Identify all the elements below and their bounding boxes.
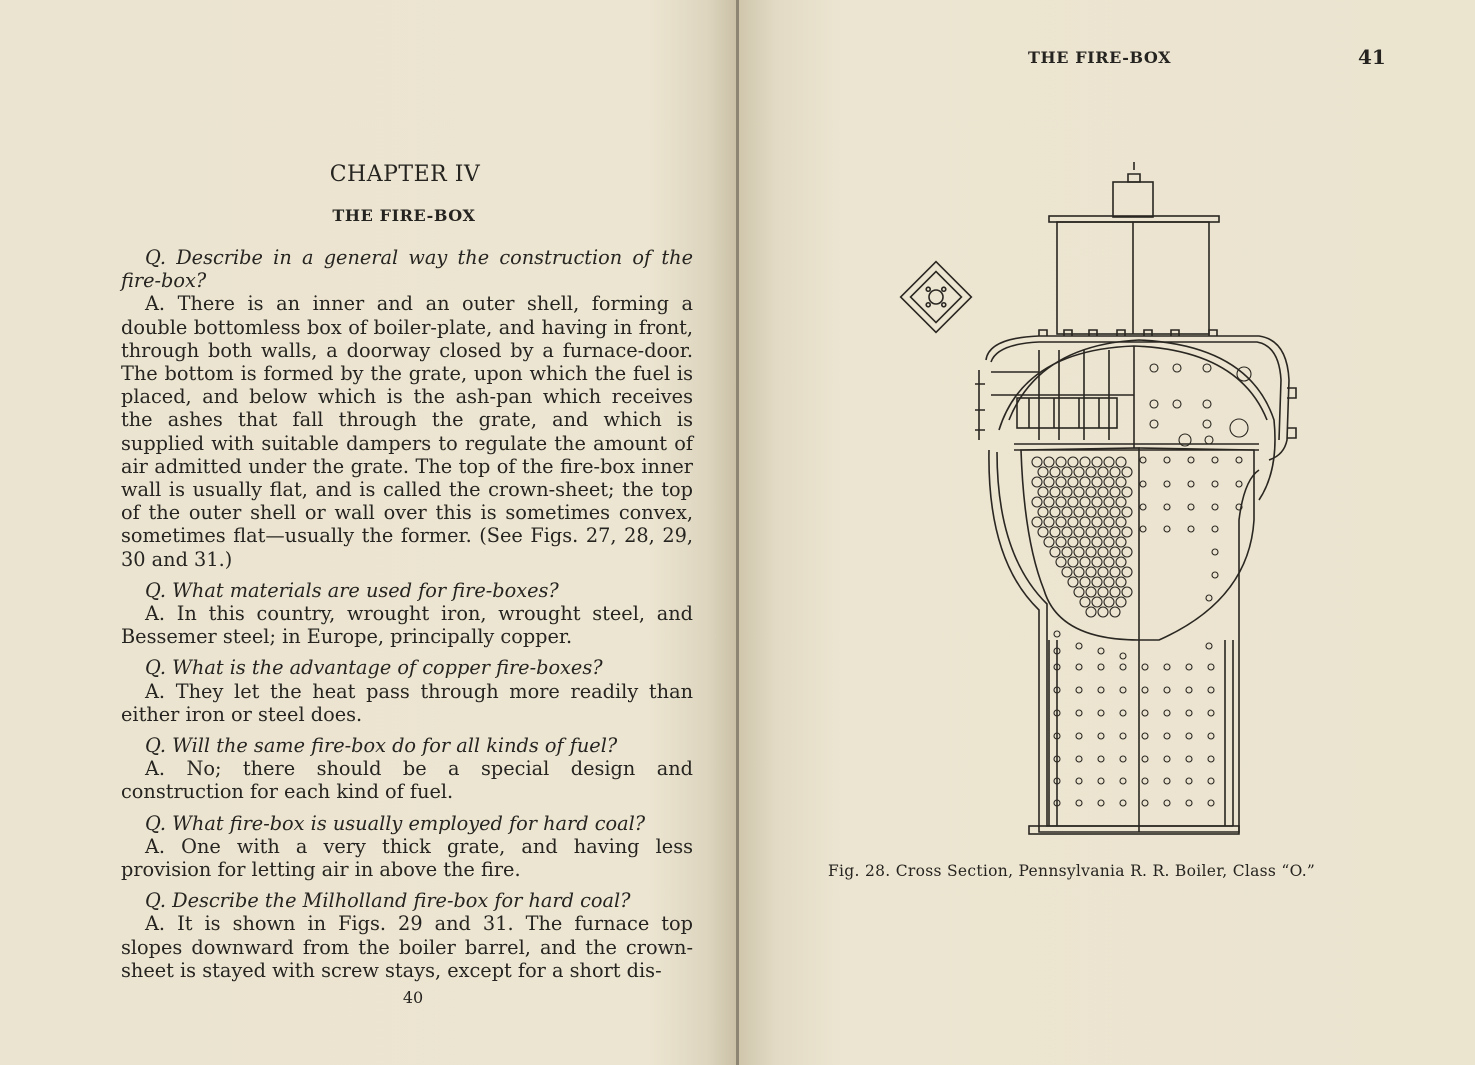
question-text: Q. What fire-box is usually employed for hard coal? xyxy=(145,811,646,835)
question-text: Q. Describe the Milholland fire-box for hard coal? xyxy=(145,889,631,913)
boiler-cross-section-illustration xyxy=(739,0,1475,1065)
page-number-left: 40 xyxy=(402,988,424,1007)
qa-entry xyxy=(121,889,693,982)
left-page xyxy=(0,0,737,1065)
running-head: THE FIRE-BOX xyxy=(1028,48,1172,67)
answer-text: A. There is an inner and an outer shell, forming a double bottomless box of boiler-plate, and having in front, through both walls, a doorway closed by a furnace-door. The bottom is formed by the grate, upon which the fuel is placed, and below which is the ash-pan which receives the ashes that fall through the grate, and which is supplied with suitable dampers to regulate the amount of air admitted under the grate. The top of the fire-box inner wall is usually flat, and is called the crown-sheet; the top of the outer shell or wall over this is sometimes convex, sometimes flat—usually the former. (See Figs. 27, 28, 29, 30 and 31.) xyxy=(121,292,693,571)
section-heading: THE FIRE-BOX xyxy=(332,206,476,225)
qa-entry xyxy=(121,246,693,571)
chapter-heading: CHAPTER IV xyxy=(329,162,481,187)
page-number-right: 41 xyxy=(1358,45,1386,69)
qa-body xyxy=(121,246,693,990)
stay-bolts-right xyxy=(1140,457,1242,601)
question-text: Q. What materials are used for fire-boxes? xyxy=(145,578,559,602)
answer-text: A. In this country, wrought iron, wrought steel, and Bessemer steel; in Europe, principally copper. xyxy=(121,602,693,649)
answer-text: A. One with a very thick grate, and having less provision for letting air in above the fire. xyxy=(121,834,693,882)
answer-text: A. It is shown in Figs. 29 and 31. The furnace top slopes downward from the boiler barrel, and the crown-sheet is stayed with screw stays, except for a short dis- xyxy=(121,912,693,982)
right-page xyxy=(739,0,1475,1065)
tube-holes-upper-left xyxy=(1032,457,1132,617)
qa-entry xyxy=(121,579,693,649)
diamond-fitting xyxy=(901,262,972,333)
qa-entry xyxy=(121,812,693,882)
qa-entry xyxy=(121,734,693,804)
answer-text: A. No; there should be a special design and construction for each kind of fuel. xyxy=(121,757,693,804)
stay-bolts-lower xyxy=(1054,631,1214,806)
answer-text: A. They let the heat pass through more readily than either iron or steel does. xyxy=(121,679,693,726)
question-text: Q. Will the same fire-box do for all kinds of fuel? xyxy=(145,734,618,758)
question-text: Q. What is the advantage of copper fire-boxes? xyxy=(145,656,603,680)
figure-caption: Fig. 28. Cross Section, Pennsylvania R. R. Boiler, Class “O.” xyxy=(828,862,1316,880)
question-text: Q. Describe in a general way the construction of the fire-box? xyxy=(121,246,693,293)
qa-entry xyxy=(121,656,693,726)
